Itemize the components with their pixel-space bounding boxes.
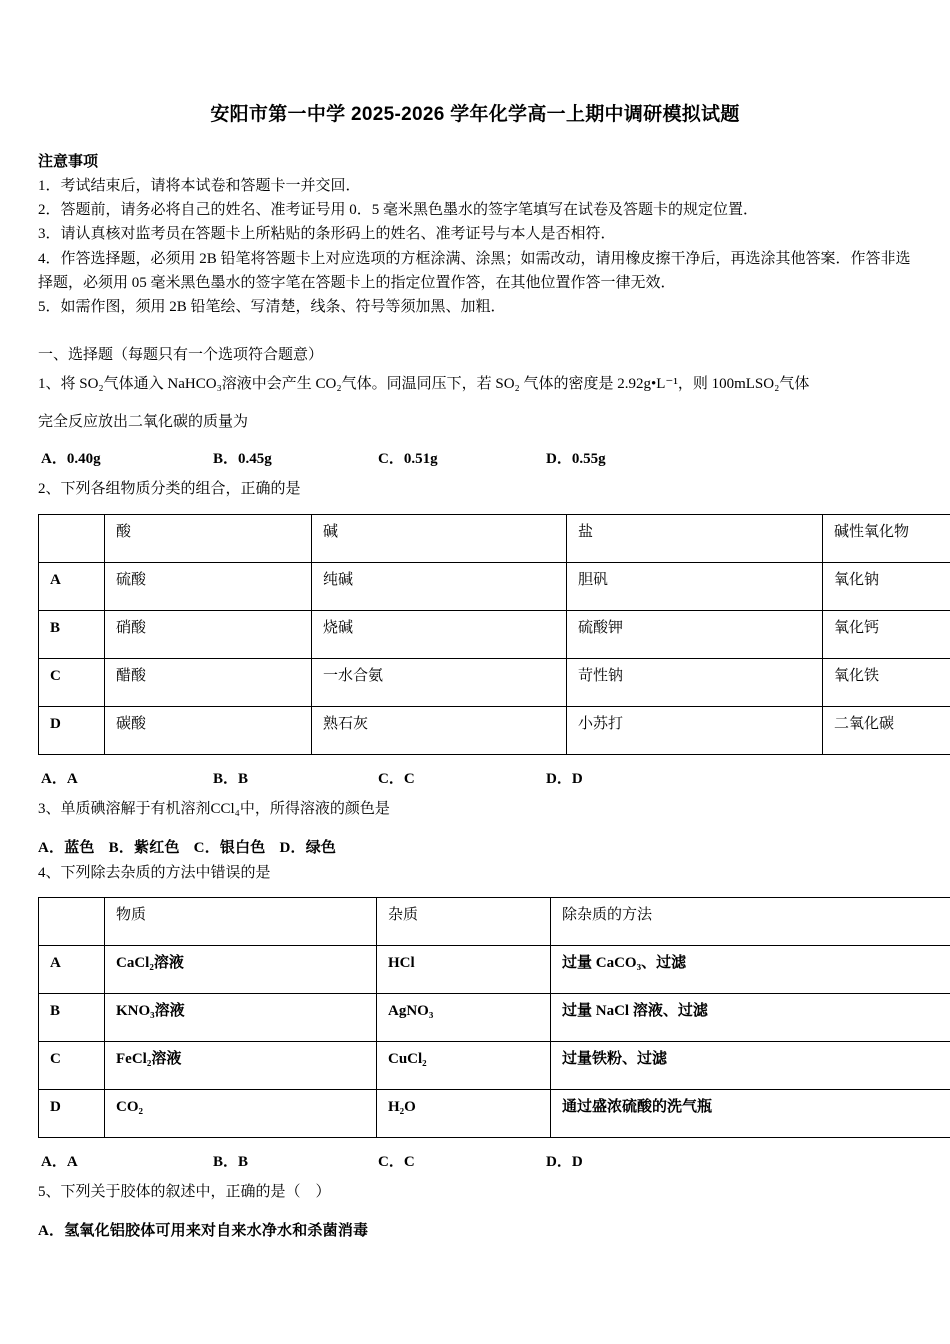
cell-a-salt: 胆矾 (567, 562, 823, 610)
question-5-stem: 5、下列关于胶体的叙述中，正确的是（ ） (38, 1184, 331, 1201)
row-label-b: B (39, 994, 105, 1042)
cell-b-method: 过量 NaCl 溶液、过滤 (551, 994, 950, 1042)
row-label-d: D (39, 706, 105, 754)
notice-item-1: 1．考试结束后，请将本试卷和答题卡一并交回． (38, 177, 361, 194)
question-3-stem: 3、单质碘溶解于有机溶剂CCl₄中，所得溶液的颜色是 (38, 800, 390, 817)
table-header-cell-basic-oxide: 碱性氧化物 (823, 514, 950, 562)
notice-item-4: 4．作答选择题，必须用 2B 铅笔将答题卡上对应选项的方框涂满、涂黑；如需改动，请用橡皮擦干净后，再选涂其他答案．作答非选择题，必须用 05 毫米黑色墨水的签字笔在答题卡上的指定位置作答，在其他位置作答一律无效． (38, 250, 911, 291)
cell-c-salt: 苛性钠 (567, 658, 823, 706)
question-1-stem-line2: 完全反应放出二氧化碳的质量为 (38, 414, 249, 431)
question-3-option-d[interactable]: D．绿色 (279, 839, 337, 856)
question-1-option-c[interactable]: C．0.51g (378, 451, 438, 468)
cell-d-salt: 小苏打 (567, 706, 823, 754)
cell-b-base: 烧碱 (312, 610, 567, 658)
question-5-option-a[interactable]: A．氢氧化铝胶体可用来对自来水净水和杀菌消毒 (38, 1223, 369, 1240)
table-row (39, 994, 950, 1042)
cell-d-substance: CO₂ (105, 1090, 377, 1138)
cell-a-impurity: HCl (377, 946, 551, 994)
question-4-option-a[interactable]: A．A (41, 1154, 78, 1171)
cell-b-impurity: AgNO₃ (377, 994, 551, 1042)
question-1-option-b[interactable]: B．0.45g (213, 451, 272, 468)
cell-c-impurity: CuCl₂ (377, 1042, 551, 1090)
cell-d-acid: 碳酸 (105, 706, 312, 754)
table-header-cell-blank (39, 898, 105, 946)
table-header-row (39, 514, 950, 562)
cell-a-oxide: 氧化钠 (823, 562, 950, 610)
table-row (39, 562, 950, 610)
question-1-stem: 1、将 SO₂气体通入 NaHCO₃溶液中会产生 CO₂气体。同温同压下，若 SO₂ 气体的密度是 2.92g•L⁻¹，则 100mLSO₂气体 (38, 375, 810, 392)
question-2-stem: 2、下列各组物质分类的组合，正确的是 (38, 481, 301, 498)
table-header-cell-impurity: 杂质 (377, 898, 551, 946)
cell-b-acid: 硝酸 (105, 610, 312, 658)
row-label-c: C (39, 658, 105, 706)
row-label-b: B (39, 610, 105, 658)
question-2-option-b[interactable]: B．B (213, 770, 249, 787)
question-4-option-b[interactable]: B．B (213, 1154, 249, 1171)
question-2-option-d[interactable]: D．D (546, 770, 583, 787)
table-row (39, 1090, 950, 1138)
cell-d-base: 熟石灰 (312, 706, 567, 754)
question-1-option-a[interactable]: A．0.40g (41, 451, 101, 468)
table-header-cell-substance: 物质 (105, 898, 377, 946)
cell-c-method: 过量铁粉、过滤 (551, 1042, 950, 1090)
table-header-cell-base: 碱 (312, 514, 567, 562)
question-2-options (38, 767, 912, 793)
question-2-option-c[interactable]: C．C (378, 770, 415, 787)
cell-c-base: 一水合氨 (312, 658, 567, 706)
notice-heading: 注意事项 (38, 152, 99, 170)
cell-c-oxide: 氧化铁 (823, 658, 950, 706)
table-header-cell-acid: 酸 (105, 514, 312, 562)
table-header-row (39, 898, 950, 946)
question-4-options (38, 1150, 912, 1176)
question-1-options (38, 447, 912, 473)
question-4-option-d[interactable]: D．D (546, 1154, 583, 1171)
table-header-cell-method: 除杂质的方法 (551, 898, 950, 946)
notice-item-2: 2．答题前，请务必将自己的姓名、准考证号用 0．5 毫米黑色墨水的签字笔填写在试卷及答题卡的规定位置． (38, 201, 759, 218)
cell-b-substance: KNO₃溶液 (105, 994, 377, 1042)
table-row (39, 946, 950, 994)
notice-list (38, 174, 912, 320)
question-3-options (38, 836, 912, 857)
row-label-a: A (39, 946, 105, 994)
question-2-table (38, 514, 950, 755)
notice-item-3: 3．请认真核对监考员在答题卡上所粘贴的条形码上的姓名、准考证号与本人是否相符． (38, 226, 616, 243)
question-4-option-c[interactable]: C．C (378, 1154, 415, 1171)
cell-a-substance: CaCl₂溶液 (105, 946, 377, 994)
question-3-option-a[interactable]: A．蓝色 (38, 839, 95, 856)
row-label-a: A (39, 562, 105, 610)
cell-c-substance: FeCl₂溶液 (105, 1042, 377, 1090)
cell-a-method: 过量 CaCO₃、过滤 (551, 946, 950, 994)
page-title: 安阳市第一中学 2025-2026 学年化学高一上期中调研模拟试题 (210, 104, 740, 125)
cell-d-impurity: H₂O (377, 1090, 551, 1138)
section-heading-choice: 一、选择题（每题只有一个选项符合题意） (38, 347, 324, 364)
question-3-option-b[interactable]: B．紫红色 (108, 839, 180, 856)
table-row (39, 1042, 950, 1090)
question-1-option-d[interactable]: D．0.55g (546, 451, 606, 468)
question-3-option-c[interactable]: C．银白色 (193, 839, 266, 856)
table-row (39, 706, 950, 754)
cell-d-method: 通过盛浓硫酸的洗气瓶 (551, 1090, 950, 1138)
cell-a-base: 纯碱 (312, 562, 567, 610)
table-row (39, 658, 950, 706)
row-label-c: C (39, 1042, 105, 1090)
cell-b-salt: 硫酸钾 (567, 610, 823, 658)
cell-a-acid: 硫酸 (105, 562, 312, 610)
cell-c-acid: 醋酸 (105, 658, 312, 706)
table-row (39, 610, 950, 658)
question-2-option-a[interactable]: A．A (41, 770, 78, 787)
row-label-d: D (39, 1090, 105, 1138)
page-content (38, 0, 912, 1244)
question-4-table (38, 897, 950, 1138)
table-header-cell-blank (39, 514, 105, 562)
table-header-cell-salt: 盐 (567, 514, 823, 562)
question-4-stem: 4、下列除去杂质的方法中错误的是 (38, 864, 271, 881)
notice-item-5: 5．如需作图，须用 2B 铅笔绘、写清楚，线条、符号等须加黑、加粗． (38, 299, 506, 316)
cell-d-oxide: 二氧化碳 (823, 706, 950, 754)
cell-b-oxide: 氧化钙 (823, 610, 950, 658)
